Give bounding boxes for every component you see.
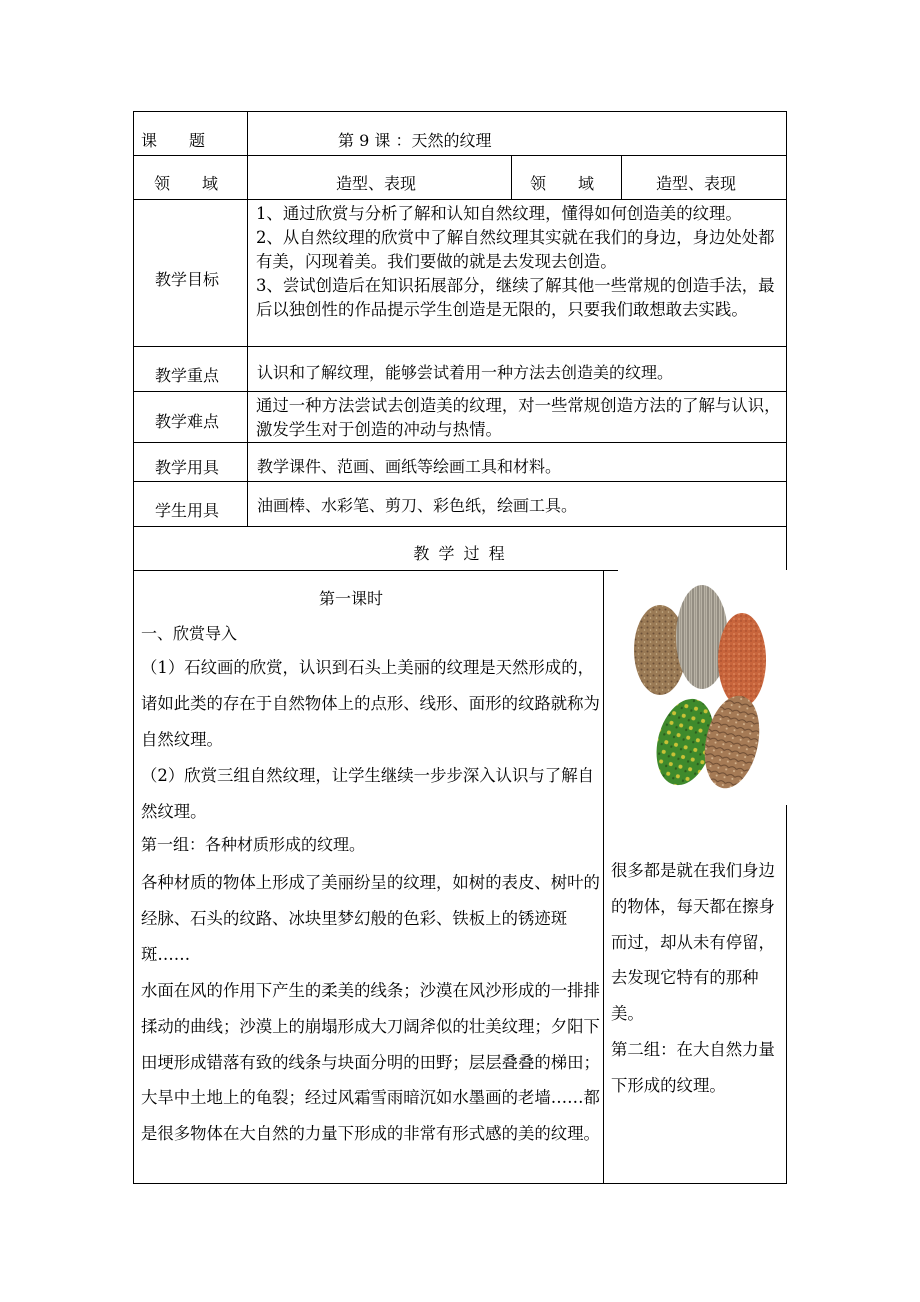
row-line [133,111,787,112]
row-line [133,391,787,392]
table-border-left [133,111,134,1184]
domain-divider [511,155,512,199]
group-1-title: 第一组：各种材质形成的纹理。 [141,835,366,854]
domain-divider [621,155,622,199]
red-rust-texture-icon [718,613,766,707]
row-line [133,442,787,443]
key-point-label: 教学重点 [155,366,220,385]
side-note: 很多都是就在我们身边的物体，每天都在擦身而过，却从未有停留，去发现它特有的那种美。 [611,861,775,1024]
paragraph-2: （2）欣赏三组自然纹理，让学生继续一步步深入认识与了解自然纹理。 [141,766,594,821]
difficulty-value: 通过一种方法尝试去创造美的纹理，对一些常规创造方法的了解与认识，激发学生对于创造的冲动与热情。 [256,396,781,439]
teaching-tools-value: 教学课件、范画、画纸等绘画工具和材料。 [257,457,562,476]
domain-label: 领 域 [154,174,219,193]
objective-item-1: 1、通过欣赏与分析了解和认知自然纹理，懂得如何创造美的纹理。 [256,204,742,223]
topic-value: 第 9 课 ：天然的纹理 [338,131,492,150]
row-line [133,1183,787,1184]
student-tools-label: 学生用具 [155,501,220,520]
row-line [133,199,787,200]
objective-item-2: 2、从自然纹理的欣赏中了解自然纹理其实就在我们的身边，身边处处都有美，闪现着美。我们要做的就是去发现去创造。 [256,228,775,271]
paragraph-4: 水面在风的作用下产生的柔美的线条；沙漠在风沙形成的一排排揉动的曲线；沙漠上的崩塌形成大刀阔斧似的壮美纹理；夕阳下田埂形成错落有致的线条与块面分明的田野；层层叠叠的梯田；大旱中土地上的龟裂；经过风霜雪雨暗沉如水墨画的老墙……都是很多物体在大自然的力量下形成的非常有形式感的美的纹理。 [141,981,600,1144]
table-border-right [786,111,787,570]
objectives-label: 教学目标 [155,270,220,289]
key-point-value: 认识和了解纹理，能够尝试着用一种方法去创造美的纹理。 [257,363,674,382]
student-tools-value: 油画棒、水彩笔、剪刀、彩色纸，绘画工具。 [257,496,578,515]
objective-item-3: 3、尝试创造后在知识拓展部分，继续了解其他一些常规的创造手法，最后以独创性的作品提示学生创造是无限的，只要我们敢想敢去实践。 [256,276,775,319]
label-divider [247,111,248,526]
row-line [133,155,787,156]
process-title: 教 学 过 程 [413,544,507,563]
row-line [133,346,787,347]
row-line [133,570,618,571]
row-line [133,526,787,527]
texture-collage-svg [622,572,787,805]
process-divider [603,570,604,1184]
paragraph-1: （1）石纹画的欣赏，认识到石头上美丽的纹理是天然形成的，诸如此类的存在于自然物体上的点形、线形、面形的纹路就称为自然纹理。 [141,658,600,749]
domain-label-2: 领 域 [530,174,595,193]
group-2-title: 第二组：在大自然力量下形成的纹理。 [611,1040,775,1095]
row-line [133,481,787,482]
paragraph-3: 各种材质的物体上形成了美丽纷呈的纹理，如树的表皮、树叶的经脉、石头的纹路、冰块里梦幻般的色彩、铁板上的锈迹斑斑…… [141,873,600,964]
section-title: 一、欣赏导入 [141,624,238,643]
table-border-right-lower [786,805,787,1184]
difficulty-label: 教学难点 [155,412,220,431]
lesson-title: 第一课时 [319,589,384,608]
domain-value: 造型、表现 [336,174,417,193]
teaching-tools-label: 教学用具 [155,458,220,477]
texture-collage-image [622,572,787,805]
domain-value-2: 造型、表现 [656,174,737,193]
topic-label: 课 题 [141,131,206,150]
rock-texture-icon [697,691,767,794]
